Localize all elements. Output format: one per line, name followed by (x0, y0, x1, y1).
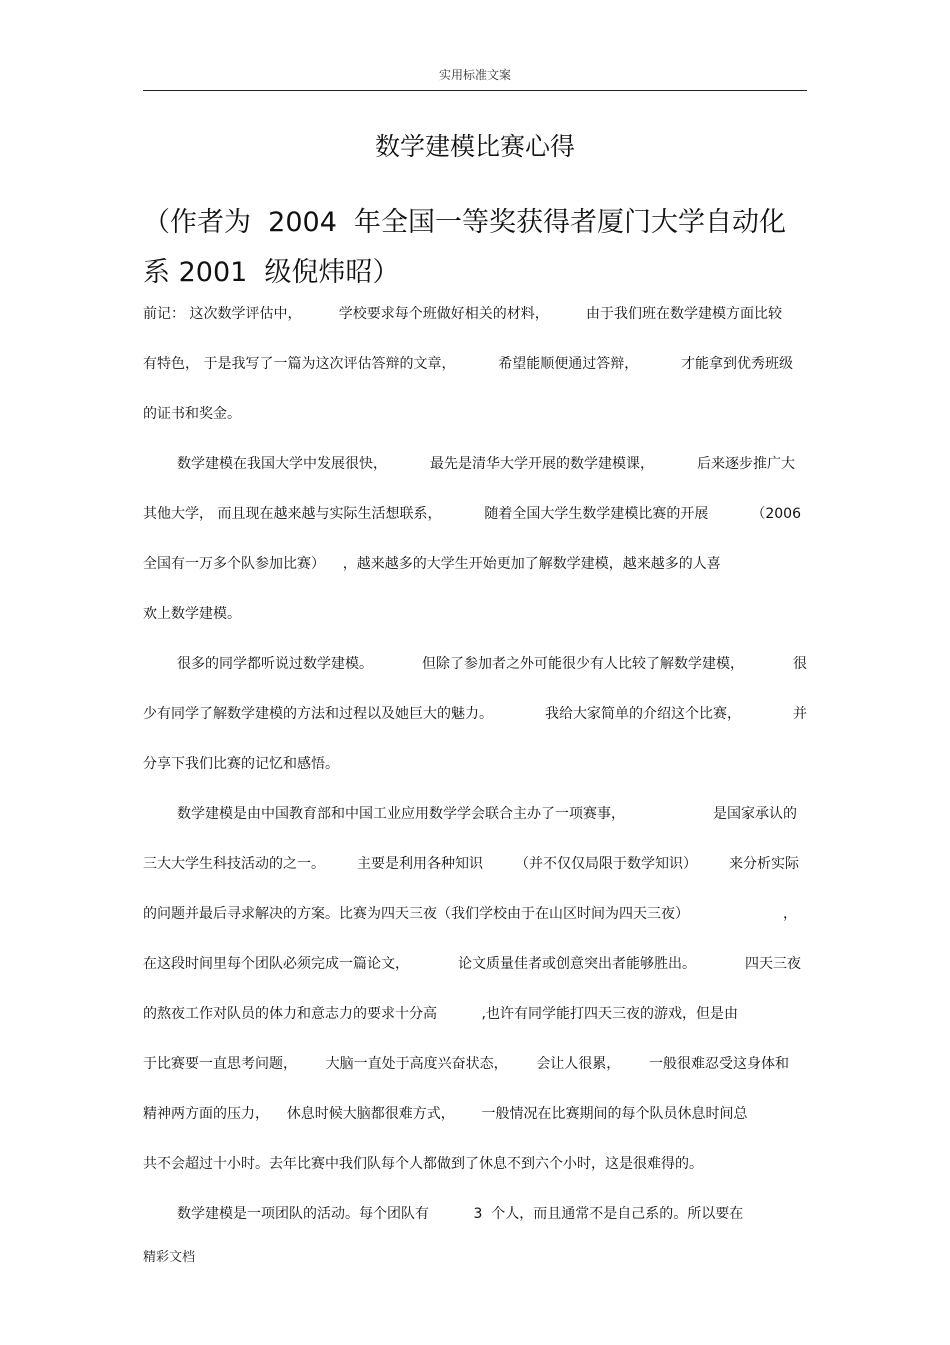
text-segment: 有特色， 于是我写了一篇为这次评估答辩的文章， (143, 356, 456, 372)
text-segment: 很 (793, 656, 807, 672)
text-segment: 在这段时间里每个团队必须完成一篇论文， (143, 956, 409, 972)
text-segment: 学校要求每个班做好相关的材料， (338, 306, 549, 322)
paragraph-4-line-6 (143, 1046, 807, 1096)
paragraph-1-line-3: 的证书和奖金。 (143, 406, 241, 422)
paragraph-4-line-4 (143, 946, 807, 996)
header-divider (143, 90, 807, 91)
text-segment: 很多的同学都听说过数学建模。 (177, 656, 373, 672)
text-segment: 随着全国大学生数学建模比赛的开展 (484, 506, 709, 522)
text-segment: 三大大学生科技活动的之一。 (143, 856, 325, 872)
paragraph-3-line-1 (143, 646, 807, 696)
text-segment: 我给大家简单的介绍这个比赛， (545, 706, 741, 722)
paragraph-2-line-3: 全国有一万多个队参加比赛） ，越来越多的大学生开始更加了解数学建模，越来越多的人喜 (143, 556, 721, 572)
text-segment: 四天三夜 (745, 956, 801, 972)
paragraph-2-line-2 (143, 496, 807, 546)
text-segment: 来分析实际 (729, 856, 799, 872)
text-segment: 论文质量佳者或创意突出者能够胜出。 (458, 956, 696, 972)
text-segment: 其他大学， 而且现在越来越与实际生活想联系， (143, 506, 442, 522)
text-segment: 大脑一直处于高度兴奋状态， (325, 1056, 508, 1072)
paragraph-3-line-3: 分享下我们比赛的记忆和感悟。 (143, 756, 339, 772)
paragraph-4-line-7: 精神两方面的压力， 休息时候大脑都很难方式， 一般情况在比赛期间的每个队员休息时间总 (143, 1106, 748, 1122)
paragraph-2-line-1 (143, 446, 807, 496)
text-segment: （并不仅仅局限于数学知识） (515, 856, 697, 872)
text-segment: 前记： 这次数学评估中， (143, 306, 302, 322)
text-segment: （2006 (751, 506, 801, 522)
text-segment: 希望能顺便通过答辩， (498, 356, 639, 372)
paragraph-4-line-8: 共不会超过十小时。去年比赛中我们队每个人都做到了休息不到六个小时，这是很难得的。 (143, 1156, 703, 1172)
paragraph-4-line-1 (143, 796, 807, 846)
text-segment: 数学建模是由中国教育部和中国工业应用数学学会联合主办了一项赛事， (177, 806, 625, 822)
paragraph-4-line-3 (143, 896, 807, 946)
paragraph-1-line-2 (143, 346, 807, 396)
paragraph-3-line-2 (143, 696, 807, 746)
paragraph-5-line-1: 数学建模是一项团队的活动。每个团队有 3 个人，而且通常不是自己系的。所以要在 (177, 1206, 744, 1222)
subtitle-line-2: 系 2001 级倪炜昭） (143, 257, 400, 288)
paragraph-4-line-5: 的熬夜工作对队员的体力和意志力的要求十分高 ,也许有同学能打四天三夜的游戏，但是由 (143, 1006, 738, 1022)
document-title: 数学建模比赛心得 (374, 132, 575, 161)
text-segment: 少有同学了解数学建模的方法和过程以及她巨大的魅力。 (143, 706, 493, 722)
text-segment: 会让人很累， (536, 1056, 621, 1072)
subtitle-line-1: （作者为 2004 年全国一等奖获得者厦门大学自动化 (143, 207, 787, 238)
text-segment: 后来逐步推广大 (697, 456, 795, 472)
paragraph-4-line-2 (143, 846, 807, 896)
text-segment: 由于我们班在数学建模方面比较 (585, 306, 782, 322)
text-segment: 是国家承认的 (713, 806, 797, 822)
text-segment: ， (783, 906, 797, 922)
paragraph-2-line-4: 欢上数学建模。 (143, 606, 241, 622)
paragraph-1-line-1 (143, 296, 807, 346)
page-footer: 精彩文档 (143, 1250, 196, 1265)
text-segment: 于比赛要一直思考问题， (143, 1056, 297, 1072)
text-segment: 一般很难忍受这身体和 (648, 1056, 789, 1072)
text-segment: 并 (793, 706, 807, 722)
page-header: 实用标准文案 (438, 68, 511, 82)
document-body (143, 296, 807, 1236)
document-subtitle (143, 198, 807, 298)
text-segment: 但除了参加者之外可能很少有人比较了解数学建模， (422, 656, 744, 672)
text-segment: 最先是清华大学开展的数学建模课， (430, 456, 654, 472)
text-segment: 数学建模在我国大学中发展很快， (177, 456, 387, 472)
text-segment: 主要是利用各种知识 (357, 856, 483, 872)
text-segment: 的问题并最后寻求解决的方案。比赛为四天三夜（我们学校由于在山区时间为四天三夜） (143, 906, 689, 922)
text-segment: 才能拿到优秀班级 (680, 356, 793, 372)
